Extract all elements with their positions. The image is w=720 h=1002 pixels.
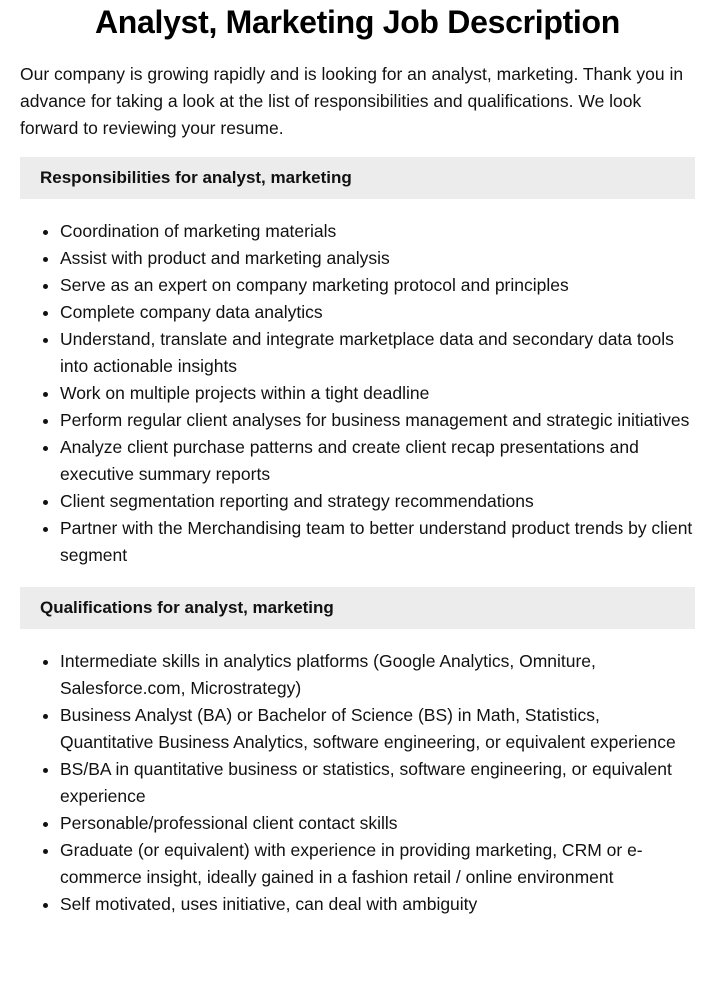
- list-item: • Self motivated, uses initiative, can deal with ambiguity: [60, 891, 695, 918]
- list-item: • Coordination of marketing materials: [60, 218, 695, 245]
- list-item: • Understand, translate and integrate marketplace data and secondary data tools into actionable insights: [60, 326, 695, 380]
- responsibilities-header: [20, 157, 695, 199]
- qualifications-heading: Qualifications for analyst, marketing: [40, 598, 334, 617]
- qualifications-list: [20, 648, 695, 918]
- list-item: • Complete company data analytics: [60, 299, 695, 326]
- list-item: • Partner with the Merchandising team to better understand product trends by client segment: [60, 515, 695, 569]
- list-item: • Personable/professional client contact skills: [60, 810, 695, 837]
- list-item: • Business Analyst (BA) or Bachelor of Science (BS) in Math, Statistics, Quantitative Business Analytics, software engineering, or equivalent experience: [60, 702, 695, 756]
- list-item: • Intermediate skills in analytics platforms (Google Analytics, Omniture, Salesforce.com, Microstrategy): [60, 648, 695, 702]
- list-item: • Client segmentation reporting and strategy recommendations: [60, 488, 695, 515]
- list-item: • Analyze client purchase patterns and create client recap presentations and executive summary reports: [60, 434, 695, 488]
- intro-paragraph: Our company is growing rapidly and is looking for an analyst, marketing. Thank you in advance for taking a look at the list of responsibilities and qualifications. We look forward to reviewing your resume.: [20, 64, 684, 138]
- qualifications-header: [20, 587, 695, 629]
- list-item: • Serve as an expert on company marketing protocol and principles: [60, 272, 695, 299]
- responsibilities-heading: Responsibilities for analyst, marketing: [40, 168, 352, 187]
- list-item: • Graduate (or equivalent) with experience in providing marketing, CRM or e-commerce insight, ideally gained in a fashion retail / online environment: [60, 837, 695, 891]
- list-item: • BS/BA in quantitative business or statistics, software engineering, or equivalent experience: [60, 756, 695, 810]
- list-item: • Work on multiple projects within a tight deadline: [60, 380, 695, 407]
- list-item: • Perform regular client analyses for business management and strategic initiatives: [60, 407, 695, 434]
- responsibilities-list: [20, 218, 695, 569]
- list-item: • Assist with product and marketing analysis: [60, 245, 695, 272]
- page-title: Analyst, Marketing Job Description: [94, 4, 621, 40]
